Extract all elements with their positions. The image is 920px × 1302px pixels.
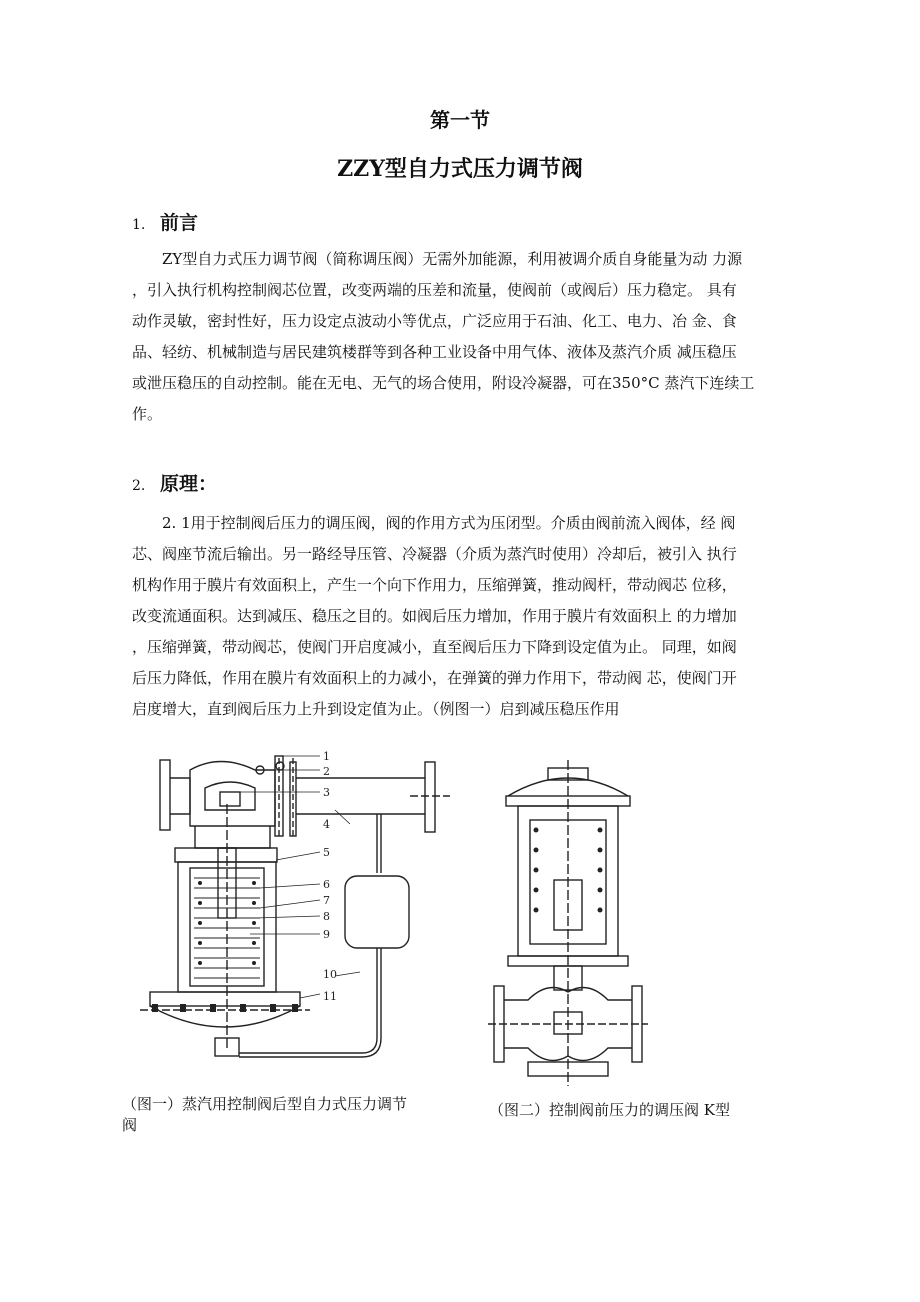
section-heading-principle xyxy=(132,469,217,496)
principle-paragraph xyxy=(132,508,802,725)
text-line: 作。 xyxy=(132,405,163,423)
text-line: 改变流通面积。达到减压、稳压之目的。如阀后压力增加，作用于膜片有效面积上 的力增加 xyxy=(132,607,737,625)
text-line: 动作灵敏，密封性好，压力设定点波动小等优点，广泛应用于石油、化工、电力、冶 金、食 xyxy=(132,312,737,330)
callout-3: 3 xyxy=(323,786,330,799)
figure-1-caption xyxy=(122,1094,452,1136)
callout-8: 8 xyxy=(323,910,330,923)
caption-line: 阀 xyxy=(122,1116,138,1134)
callout-5: 5 xyxy=(323,846,330,859)
intro-paragraph xyxy=(132,244,802,430)
callout-10: 10 xyxy=(323,968,337,981)
callout-2: 2 xyxy=(323,765,330,778)
text-line: 2. 1用于控制阀后压力的调压阀，阀的作用方式为压闭型。介质由阀前流入阀体，经 阀 xyxy=(162,514,736,532)
text-line: 或泄压稳压的自动控制。能在无电、无气的场合使用，附设冷凝器，可在350°C 蒸汽下连续工 xyxy=(132,374,755,392)
figure-2-caption: （图二）控制阀前压力的调压阀 K型 xyxy=(489,1101,730,1119)
document-title: ZZY型自力式压力调节阀 xyxy=(337,156,583,182)
text-line: ，压缩弹簧，带动阀芯，使阀门开启度减小，直至阀后压力下降到设定值为止。 同理，如阀 xyxy=(132,638,737,656)
caption-line: （图一）蒸汽用控制阀后型自力式压力调节 xyxy=(122,1095,408,1113)
section-heading-intro xyxy=(132,208,198,235)
text-line: ，引入执行机构控制阀芯位置，改变两端的压差和流量，使阀前（或阀后）压力稳定。 具有 xyxy=(132,281,737,299)
valve-drawing-figure-2 xyxy=(488,760,648,1086)
section-heading-text: 原理： xyxy=(160,473,218,495)
valve-drawing-figure-1 xyxy=(130,748,450,1078)
callout-9: 9 xyxy=(323,928,330,941)
chapter-title: 第一节 xyxy=(430,108,490,132)
section-number: 1. xyxy=(132,217,146,233)
callout-1: 1 xyxy=(323,750,330,763)
callout-6: 6 xyxy=(323,878,330,891)
text-line: 启度增大，直到阀后压力上升到设定值为止。（例图一）启到减压稳压作用 xyxy=(132,700,620,718)
callout-11: 11 xyxy=(323,990,337,1003)
callout-7: 7 xyxy=(323,894,330,907)
section-heading-text: 前言 xyxy=(160,212,199,234)
section-number: 2. xyxy=(132,478,146,494)
text-line: 机构作用于膜片有效面积上，产生一个向下作用力，压缩弹簧，推动阀杆，带动阀芯 位移， xyxy=(132,576,737,594)
text-line: ZY型自力式压力调节阀（简称调压阀）无需外加能源，利用被调介质自身能量为动 力源 xyxy=(162,250,743,268)
text-line: 后压力降低，作用在膜片有效面积上的力减小，在弹簧的弹力作用下，带动阀 芯，使阀门开 xyxy=(132,669,737,687)
callout-4: 4 xyxy=(323,818,330,831)
text-line: 品、轻纺、机械制造与居民建筑楼群等到各种工业设备中用气体、液体及蒸汽介质 减压稳压 xyxy=(132,343,737,361)
text-line: 芯、阀座节流后输出。另一路经导压管、冷凝器（介质为蒸汽时使用）冷却后，被引入 执行 xyxy=(132,545,737,563)
